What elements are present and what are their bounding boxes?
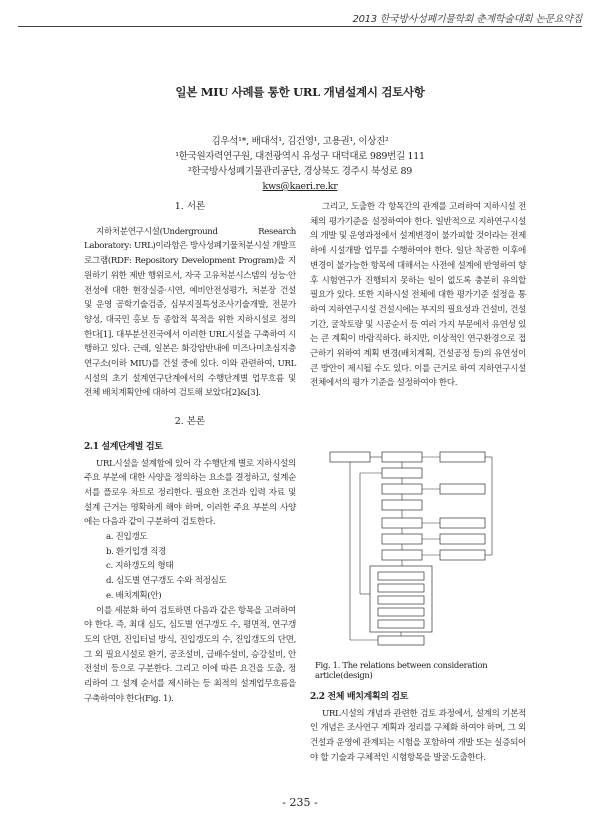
flow-box [382,468,422,478]
flow-box [378,636,424,645]
flow-box [382,484,422,494]
subsection-2-2-heading: 2.2 전체 배치계획의 검토 [310,692,409,702]
flow-box [382,452,422,462]
list-item: d. 심도별 연구갱도 수와 적정심도 [106,576,227,587]
flow-box [440,534,485,544]
flowchart-graphic [320,444,510,654]
flow-box [382,534,422,544]
flow-box [440,518,485,528]
flow-box [382,550,422,560]
affiliation-1: ¹한국원자력연구원, 대전광역시 유성구 대덕대로 989번길 111 [175,151,425,162]
subsection-2-1-paragraph-1: URL시설을 설계함에 있어 각 수행단계 별로 지하시설의 주요 부분에 대한 사양을 정의하는 요소를 결정하고, 설계순서를 플로우 차트로 정리한다. 필요한 조건과 입력 자료 및 설계 근거는 명확하게 해야 하며, 이러한 주요 부분의 사양에는 다음과 같이 구분하여 검토한다. [84,458,296,528]
subsection-2-1-paragraph-2: 이를 세분화 하여 검토하면 다음과 같은 항목을 고려하여야 한다. 즉, 최대 심도, 심도별 연구갱도 수, 평면적, 연구갱도의 단면, 진입터널 방식, 진입갱도의 수, 진입갱도의 단면, 그 외 필요시설로 환기, 공조설비, 급배수설비, 승강설비, 안전설비 등으로 구분한다. 그리고 이에 따른 요건을 도출, 정리하여 그 설계 순서를 제시하는 등 최적의 설계업무흐름을 구축하여야 한다(Fig. 1). [84,605,296,704]
page-number: - 235 - [282,796,318,809]
list-item: e. 배치계획(안) [106,590,162,601]
flow-box [378,620,424,628]
flow-box [378,584,424,592]
flow-box [382,500,422,510]
figure-1-caption: Fig. 1. The relations between consideration article(design) [315,660,488,680]
right-column-lower [310,690,526,766]
flow-box [378,608,424,616]
subsection-2-2-paragraph: URL시설의 개념과 관련한 검토 과정에서, 설계의 기본적인 개념은 조사연구 계획과 정리를 구체화 하여야 하며, 그 외 건설과 운영에 관계되는 시험을 포함하여 개발 또는 실증되어야 할 기술과 구체적인 시험항목을 발굴·도출한다. [310,708,526,763]
right-column [310,200,526,391]
flow-box [440,452,485,462]
flow-box [440,484,485,494]
header-rule [18,26,582,27]
flow-box [330,452,370,462]
subsection-2-1-heading: 2.1 설계단계별 검토 [84,441,163,452]
running-head: 2013 한국방사성폐기물학회 춘계학술대회 논문요약집 [352,14,582,25]
flow-box [378,572,424,580]
paper-title: 일본 MIU 사례를 통한 URL 개념설계시 검토사항 [175,85,425,99]
flow-box [440,550,485,560]
section-1-heading: 1. 서론 [174,201,206,212]
list-item: c. 지하갱도의 형태 [106,561,174,572]
list-item: a. 진입갱도 [106,532,148,543]
right-column-paragraph: 그리고, 도출한 각 항목간의 관계를 고려하여 지하시설 전체의 평가기준을 설정하여야 한다. 일반적으로 지하연구시설의 개발 및 운영과정에서 설계변경이 불가피할 것이라는 전제 하에 시설개발 업무를 수행하여야 한다. 일단 착공한 이후에 변경이 불가능한 항목에 대해서는 사전에 설계에 반영하여 향후 시험연구가 진행되지 못하는 일이 없도록 충분히 유의할 필요가 있다. 또한 지하시설 전체에 대한 평가기준 설정을 통하여 지하연구시설 건설시에는 부지의 필요성과 건설비, 건설기간, 굴착토량 및 시공순서 등 여러 가지 부문에서 유연성 있는 큰 계획이 바람직하다. 하지만, 이상적인 연구환경으로 접근하기 위하여 계획 변경(배치계획, 건설공정 등)의 유연성이 큰 방안이 제시될 수도 있다. 이를 근거로 하여 지하연구시설 전체에서의 평가 기준을 설정하여야 한다. [310,202,526,389]
affiliation-2: ²한국방사성폐기물관리공단, 경상북도 경주시 북성로 89 [188,166,412,177]
flow-box [378,596,424,604]
author-names: 김우석¹*, 배대석¹, 김건영¹, 고용권¹, 이상진² [211,136,389,147]
figure-1-flowchart [320,444,510,654]
section-2-heading: 2. 본론 [174,416,206,428]
flow-box [382,518,422,528]
list-item: b. 환기입갱 직경 [106,546,167,557]
author-block [0,134,600,194]
section-1-paragraph: 지하처분연구시설(Underground Research Laboratory: URL)이라함은 방사성폐기물처분시설 개발프로그램(RDF: Repository Development Program)을 지원하기 위한 제반 행위로서, 자국 고유처분시스템의 성능·안전성에 대한 현장실증·시연, 예비안전성평가, 처분장 건설 및 운영 공학기술검증, 심부지질특성조사기술개발, 전문가 양성, 대국민 홍보 등 종합적 목적을 위한 지하시설로 정의한다[1]. 대부분선진국에서 이러한 URL시설을 구축하여 시행하고 있다. 근래, 일본은 화강암반내에 미즈나미초심지층연구소(이하 MIU)를 건설 중에 있다. 이와 관련하여, URL시설의 초기 설계연구단계에서의 수행단계별 업무흐름 및 전체 배치계획안에 대하여 검토해 보았다[2]&[3]. [84,226,296,399]
left-column [84,200,296,707]
author-email[interactable]: kws@kaeri.re.kr [262,181,338,192]
